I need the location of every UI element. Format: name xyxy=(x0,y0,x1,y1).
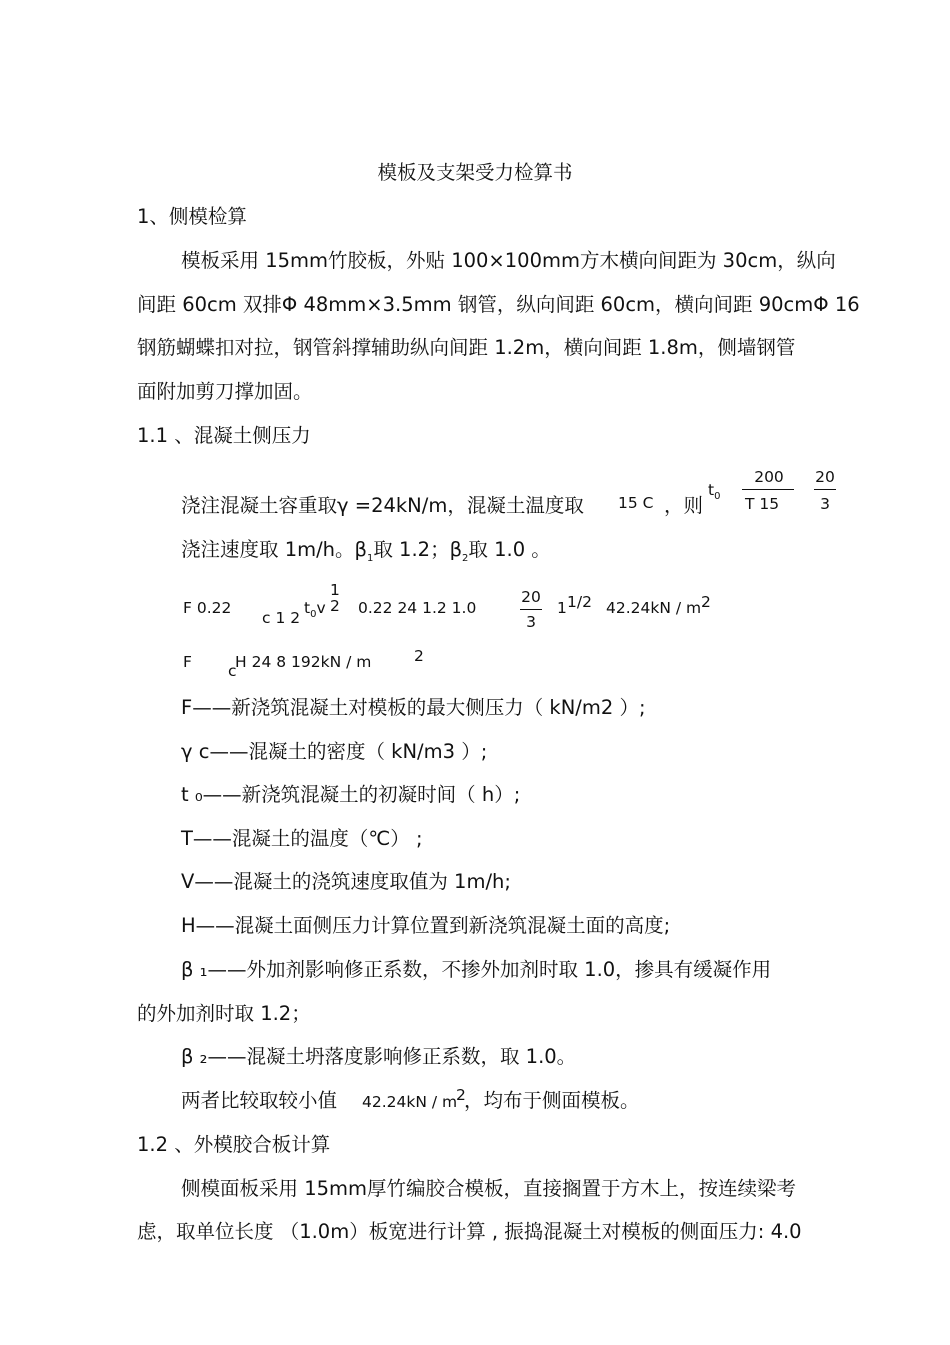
definition-beta2: β ₂——混凝土坍落度影响修正系数，取 1.0。 xyxy=(181,1045,577,1068)
section-1-2-heading: 1.2 、外模胶合板计算 xyxy=(137,1133,331,1156)
definition-gamma: γ c——混凝土的密度（ kN/m3 ）; xyxy=(181,740,488,763)
equation-2-subscript: c xyxy=(228,662,237,680)
page-title: 模板及支架受力检算书 xyxy=(377,161,573,184)
equation-1-result-exp: 2 xyxy=(701,593,711,611)
definition-V: V——混凝土的浇筑速度取值为 1m/h; xyxy=(181,870,511,893)
comparison-value: 42.24kN / m xyxy=(362,1093,458,1111)
comparison-tail: ，均布于侧面模板。 xyxy=(464,1089,640,1112)
fraction-2-numerator: 20 xyxy=(815,468,835,486)
paragraph-2-line-2: 虑，取单位长度 （1.0m）板宽进行计算 , 振捣混凝土对模板的侧面压力: 4.0 xyxy=(137,1220,802,1243)
definition-t0: t ₀——新浇筑混凝土的初凝时间（ h）; xyxy=(181,783,521,806)
definition-beta1-line-2: 的外加剂时取 1.2； xyxy=(137,1002,311,1025)
equation-1-frac-bar xyxy=(520,609,542,610)
equation-2-rest: H 24 8 192kN / m xyxy=(235,653,372,671)
equation-1-subscripts: c 1 2 xyxy=(262,609,301,627)
gamma-line: 浇注混凝土容重取γ =24kN/m，混凝土温度取 xyxy=(181,494,584,517)
paragraph-1-line-1: 模板采用 15mm竹胶板，外贴 100×100mm方木横向间距为 30cm，纵向 xyxy=(181,249,836,272)
paragraph-1-line-2: 间距 60cm 双排Φ 48mm×3.5mm 钢管，纵向间距 60cm，横向间距 90cmΦ 16 xyxy=(137,293,860,316)
definition-beta1-line-1: β ₁——外加剂影响修正系数，不掺外加剂时取 1.0，掺具有缓凝作用 xyxy=(181,958,772,981)
equation-1-one: 1 xyxy=(557,599,567,617)
paragraph-1-line-4: 面附加剪刀撑加固。 xyxy=(137,380,313,403)
temperature-value: 15 C xyxy=(618,494,654,512)
then-text: ，则 xyxy=(664,494,704,517)
paragraph-1-line-3: 钢筋蝴蝶扣对拉，钢管斜撑辅助纵向间距 1.2m，横向间距 1.8m，侧墙钢管 xyxy=(137,336,796,359)
definition-H: H——混凝土面侧压力计算位置到新浇筑混凝土面的高度; xyxy=(181,914,671,937)
equation-2-left: F xyxy=(183,653,192,671)
equation-1-exponent-num: 1 xyxy=(330,581,340,599)
comparison-value-exp: 2 xyxy=(456,1086,466,1104)
equation-2-exp: 2 xyxy=(414,647,424,665)
equation-1-frac-denominator: 3 xyxy=(526,613,536,631)
fraction-1-numerator: 200 xyxy=(754,468,784,486)
paragraph-2-line-1: 侧模面板采用 15mm厚竹编胶合模板，直接搁置于方木上，按连续梁考 xyxy=(181,1177,797,1200)
t0-symbol: $t_0$ xyxy=(708,481,721,503)
fraction-1-bar xyxy=(742,489,794,490)
fraction-1-denominator: T 15 xyxy=(745,495,780,513)
equation-1-left: F 0.22 xyxy=(183,599,232,617)
definition-T: T——混凝土的温度（℃） ; xyxy=(181,827,423,850)
section-1-heading: 1、侧模检算 xyxy=(137,205,247,228)
comparison-text: 两者比较取较小值 xyxy=(181,1089,338,1112)
equation-1-middle: 0.22 24 1.2 1.0 xyxy=(358,599,477,617)
equation-1-frac-numerator: 20 xyxy=(521,588,541,606)
equation-1-exponent-den: 2 xyxy=(330,597,340,615)
fraction-2-bar xyxy=(814,489,836,490)
equation-1-t0v: $t_0v$ xyxy=(304,599,326,621)
section-1-1-heading: 1.1 、混凝土侧压力 xyxy=(137,424,311,447)
fraction-2-denominator: 3 xyxy=(820,495,830,513)
equation-1-one-exp: 1/2 xyxy=(567,593,592,611)
speed-line: 浇注速度取 1m/h。$\beta_1$取 1.2；$\beta_2$取 1.0 。 xyxy=(181,538,551,564)
definition-F: F——新浇筑混凝土对模板的最大侧压力（ kN/m2 ）; xyxy=(181,696,646,719)
equation-1-result: 42.24kN / m xyxy=(606,599,702,617)
